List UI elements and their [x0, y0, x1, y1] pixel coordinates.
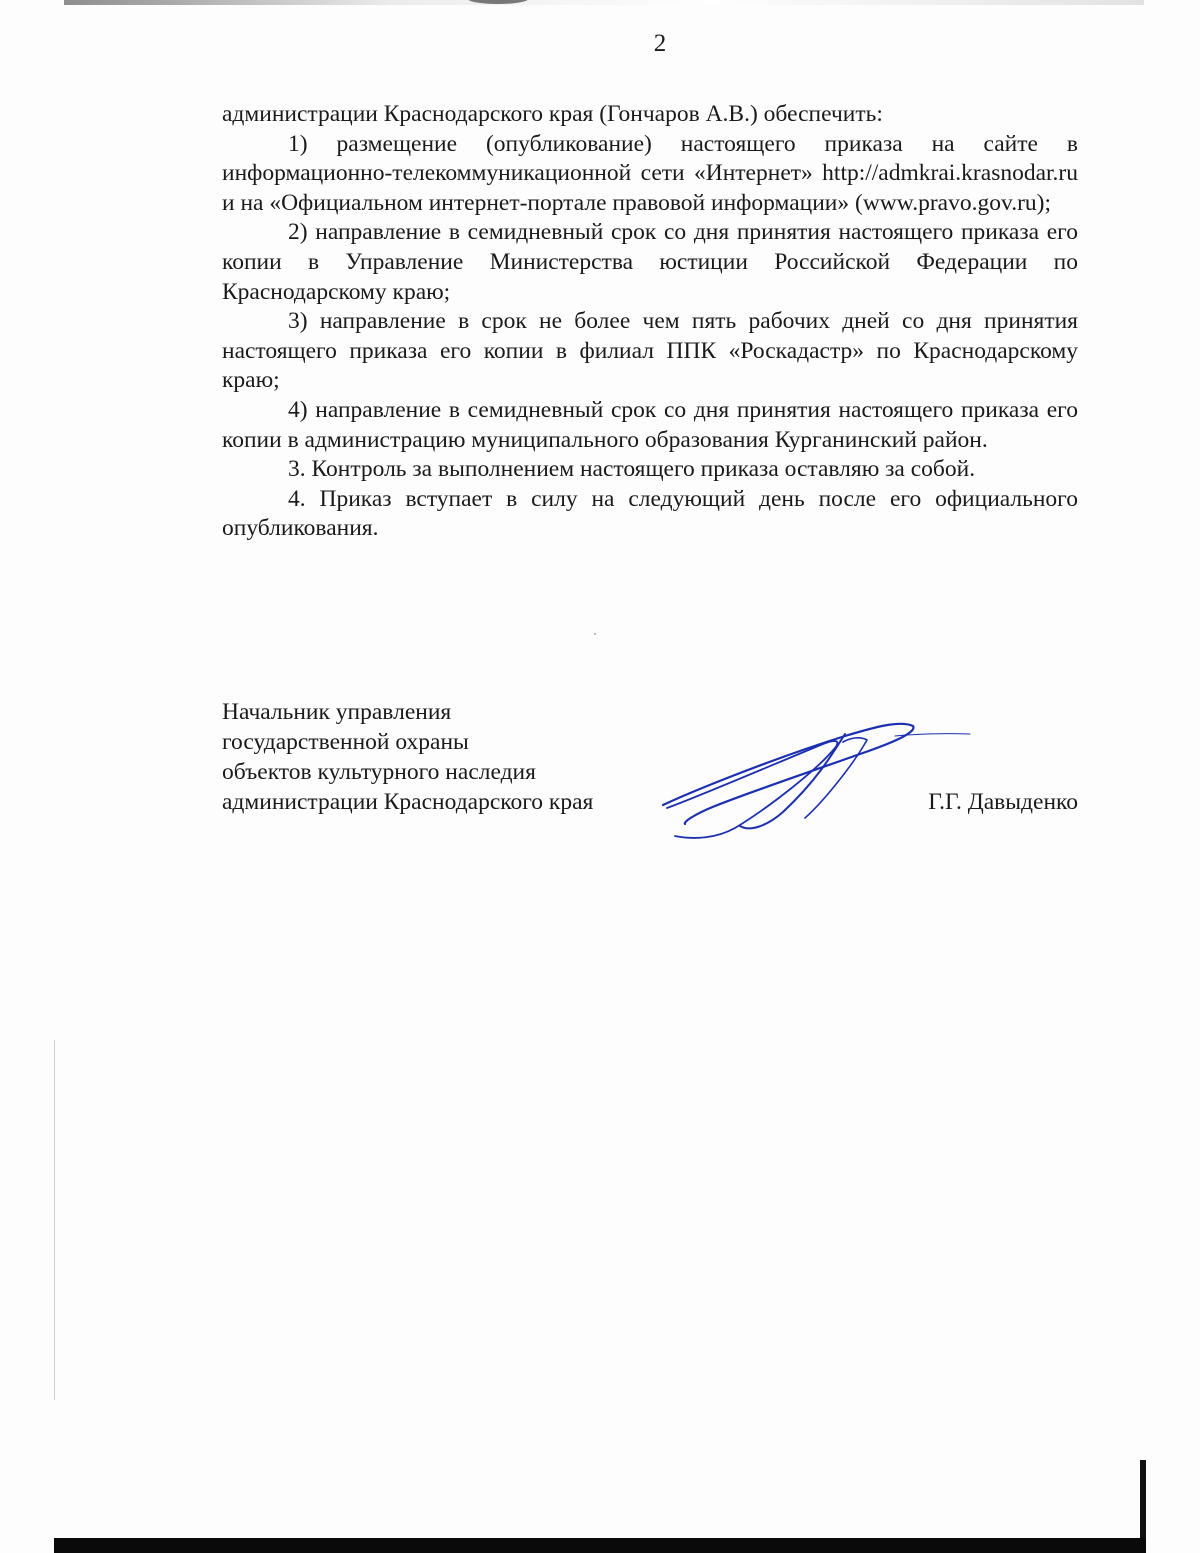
paragraph-item-3: 3) направление в срок не более чем пять рабочих дней со дня принятия настоящего приказа его копии в филиал ППК «Роскадастр» по Краснодарскому краю;	[222, 308, 1078, 394]
signer-title-line: объектов культурного наследия	[222, 759, 536, 785]
scan-edge-left	[54, 1040, 55, 1400]
scan-edge-top	[64, 0, 1144, 5]
paragraph-item-4: 4) направление в семидневный срок со дня принятия настоящего приказа его копии в администрацию муниципального образования Курганинский район.	[222, 396, 1078, 453]
paragraph-clause-4: 4. Приказ вступает в силу на следующий день после его официального опубликования.	[222, 485, 1078, 542]
paragraph-continuation: администрации Краснодарского края (Гончаров А.В.) обеспечить:	[222, 101, 883, 127]
signer-title-line: администрации Краснодарского края	[222, 789, 594, 815]
signer-name: Г.Г. Давыденко	[928, 789, 1078, 815]
scan-dust	[594, 633, 596, 635]
paragraph-item-2: 2) направление в семидневный срок со дня принятия настоящего приказа его копии в Управление Министерства юстиции Российской Федерации по Краснодарскому краю;	[222, 219, 1078, 305]
paragraph-clause-3: 3. Контроль за выполнением настоящего приказа оставляю за собой.	[288, 456, 976, 483]
paragraph-item-1: 1) размещение (опубликование) настоящего приказа на сайте в информационно-телекоммуникационной сети «Интернет» http://admkrai.krasnodar.ru и на «Официальном интернет-портале правовой информации» (www.pravo.gov.ru);	[222, 130, 1078, 216]
body-text	[222, 100, 1078, 544]
signer-title-line: Начальник управления	[222, 699, 452, 725]
scan-edge-bottom	[54, 1538, 1146, 1553]
page-number: 2	[653, 30, 667, 57]
signer-title-line: государственной охраны	[222, 729, 469, 755]
handwritten-signature	[655, 710, 975, 845]
